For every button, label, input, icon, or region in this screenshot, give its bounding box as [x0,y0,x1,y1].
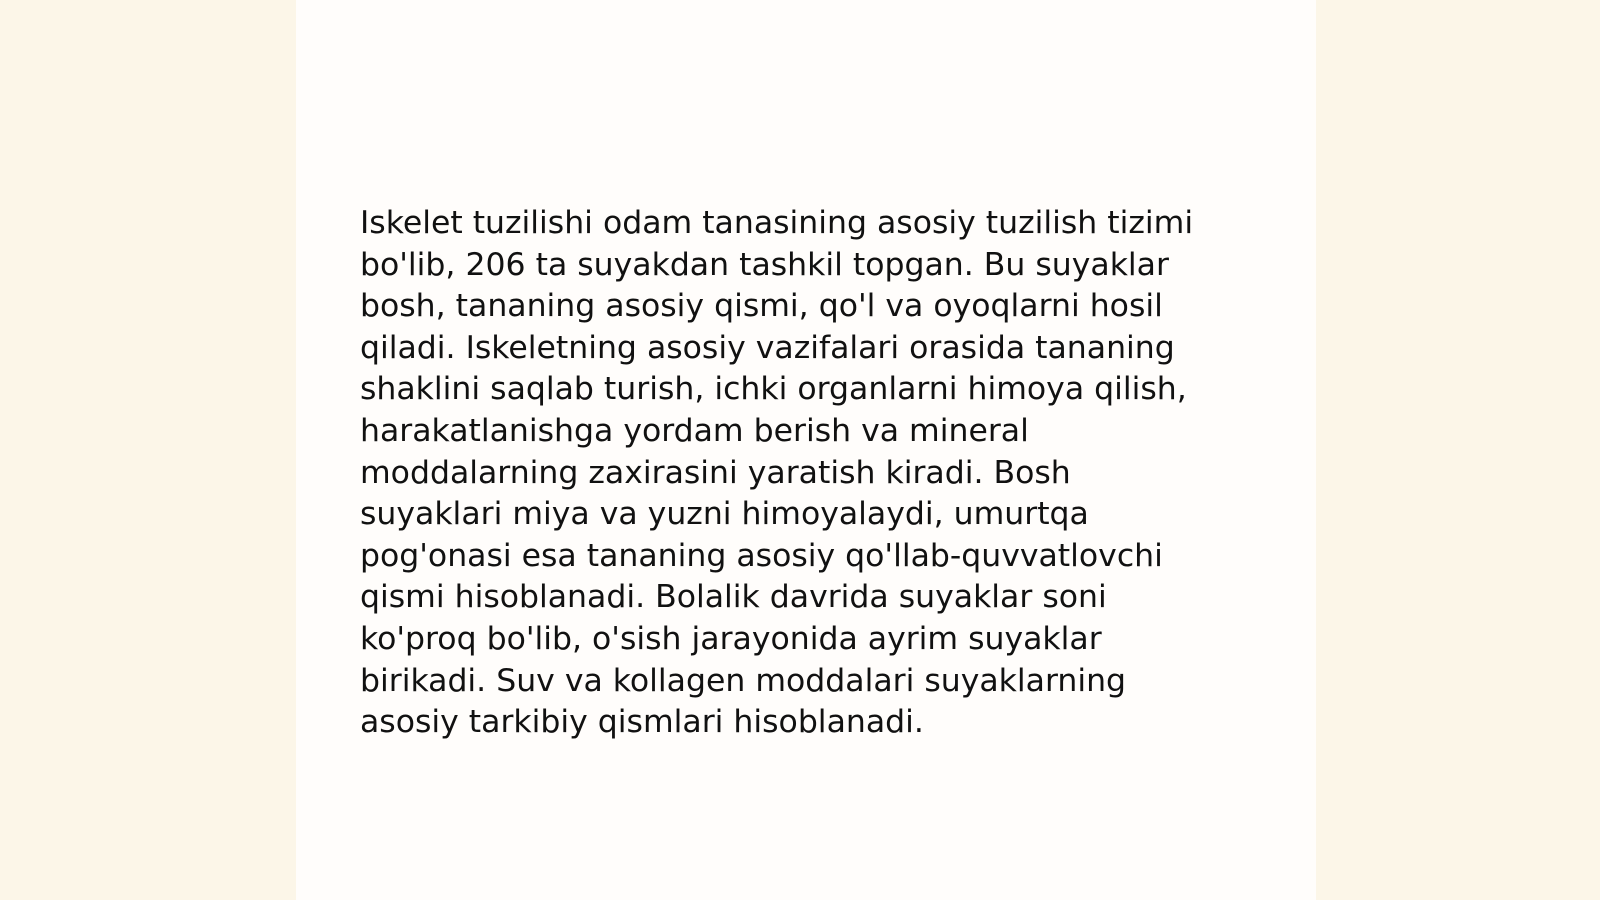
document-page [296,0,1316,900]
body-paragraph: Iskelet tuzilishi odam tanasining asosiy tuzilish tizimi bo'lib, 206 ta suyakdan tashkil topgan. Bu suyaklar bosh, tananing asosiy qismi, qo'l va oyoqlarni hosil qiladi. Iskeletning asosiy vazifalari orasida tananing shaklini saqlab turish, ichki organlarni himoya qilish, harakatlanishga yordam berish va mineral moddalarning zaxirasini yaratish kiradi. Bosh suyaklari miya va yuzni himoyalaydi, umurtqa pog'onasi esa tananing asosiy qo'llab-quvvatlovchi qismi hisoblanadi. Bolalik davrida suyaklar soni ko'proq bo'lib, o'sish jarayonida ayrim suyaklar birikadi. Suv va kollagen moddalari suyaklarning asosiy tarkibiy qismlari hisoblanadi. [360,205,1194,741]
